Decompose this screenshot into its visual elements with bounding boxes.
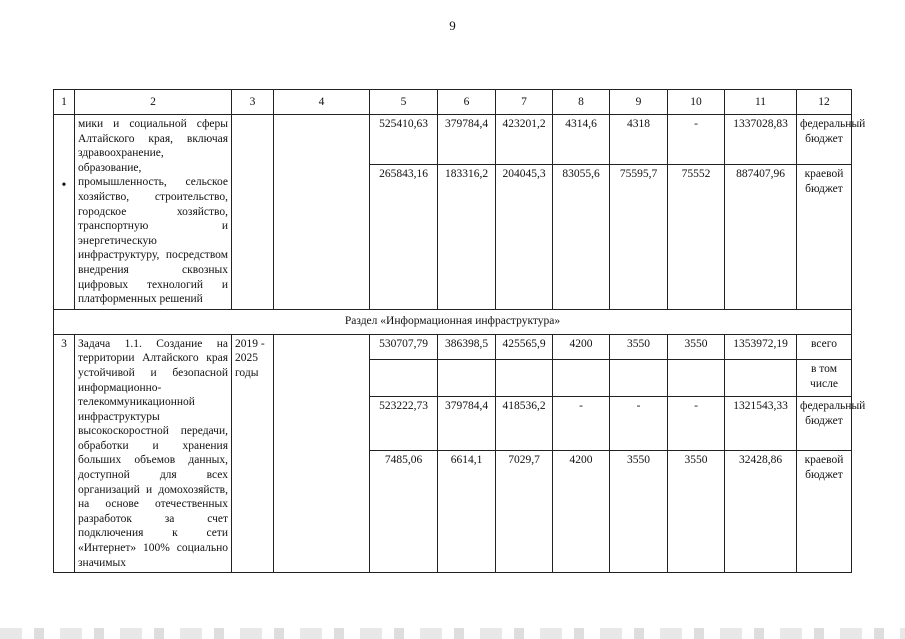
scan-artifact-strip	[0, 628, 905, 639]
header-cell: 4	[274, 90, 370, 115]
value-cell: 3550	[610, 450, 668, 572]
header-cell: 1	[54, 90, 75, 115]
value-cell: 3550	[668, 450, 725, 572]
value-cell: 265843,16	[370, 165, 438, 309]
value-cell: -	[553, 397, 610, 451]
value-cell: 887407,96	[725, 165, 797, 309]
header-row	[54, 90, 852, 115]
value-cell: 75595,7	[610, 165, 668, 309]
description-cell: Задача 1.1. Создание на территории Алтайского края устойчивой и безопасной информационно-телекоммуникационной инфраструктуры высокоскоростной передачи, обработки и хранения больших объемов данных, доступной для всех организаций и домохозяйств, на основе отечественных разработок за счет подключения к сети «Интернет» 100% социально значимых	[75, 334, 232, 573]
header-cell: 3	[232, 90, 274, 115]
value-cell	[610, 359, 668, 396]
value-cell: 386398,5	[438, 334, 496, 359]
value-cell	[438, 359, 496, 396]
header-cell: 9	[610, 90, 668, 115]
header-cell: 7	[496, 90, 553, 115]
value-cell: 4200	[553, 334, 610, 359]
table-row	[54, 334, 852, 359]
value-cell: -	[668, 397, 725, 451]
value-cell: 3550	[668, 334, 725, 359]
description-cell: мики и социальной сферы Алтайского края, включая здравоохранение, образование, промышленность, сельское хозяйство, строительство, городское хозяйство, транспортную и энергетическую инфраструктуру, посредством внедрения сквозных цифровых технологий и платформенных решений	[75, 115, 232, 310]
period-cell	[232, 115, 274, 310]
value-cell: 1353972,19	[725, 334, 797, 359]
value-cell: 379784,4	[438, 115, 496, 165]
value-cell: 7485,06	[370, 450, 438, 572]
value-cell: 1321543,33	[725, 397, 797, 451]
value-cell: 525410,63	[370, 115, 438, 165]
section-row	[54, 309, 852, 334]
header-cell: 5	[370, 90, 438, 115]
source-cell: в том числе	[797, 359, 852, 396]
header-cell: 6	[438, 90, 496, 115]
header-cell: 8	[553, 90, 610, 115]
value-cell	[668, 359, 725, 396]
header-cell: 12	[797, 90, 852, 115]
value-cell: 1337028,83	[725, 115, 797, 165]
value-cell: 7029,7	[496, 450, 553, 572]
value-cell: 425565,9	[496, 334, 553, 359]
value-cell: 83055,6	[553, 165, 610, 309]
value-cell: 379784,4	[438, 397, 496, 451]
value-cell	[370, 359, 438, 396]
scan-mark: •	[61, 178, 67, 193]
source-cell: всего	[797, 334, 852, 359]
row-number-cell	[54, 115, 75, 310]
value-cell: 32428,86	[725, 450, 797, 572]
row-number-cell: 3	[54, 334, 75, 573]
header-cell: 2	[75, 90, 232, 115]
header-cell: 10	[668, 90, 725, 115]
source-cell: федеральный бюджет	[797, 115, 852, 165]
source-cell: краевой бюджет	[797, 450, 852, 572]
value-cell	[553, 359, 610, 396]
period-cell: 2019 - 2025 годы	[232, 334, 274, 573]
notes-cell	[274, 334, 370, 573]
value-cell: 3550	[610, 334, 668, 359]
source-cell: краевой бюджет	[797, 165, 852, 309]
header-cell: 11	[725, 90, 797, 115]
table-row	[54, 115, 852, 165]
source-cell: федеральный бюджет	[797, 397, 852, 451]
value-cell: 4314,6	[553, 115, 610, 165]
value-cell: 6614,1	[438, 450, 496, 572]
section-title: Раздел «Информационная инфраструктура»	[54, 309, 852, 334]
value-cell: 523222,73	[370, 397, 438, 451]
value-cell: 530707,79	[370, 334, 438, 359]
value-cell: 418536,2	[496, 397, 553, 451]
value-cell: -	[610, 397, 668, 451]
value-cell	[725, 359, 797, 396]
value-cell: 204045,3	[496, 165, 553, 309]
value-cell: 423201,2	[496, 115, 553, 165]
value-cell: 75552	[668, 165, 725, 309]
page-number: 9	[449, 18, 456, 33]
value-cell: 4200	[553, 450, 610, 572]
budget-table	[53, 89, 866, 573]
value-cell: 4318	[610, 115, 668, 165]
value-cell: 183316,2	[438, 165, 496, 309]
value-cell: -	[668, 115, 725, 165]
notes-cell	[274, 115, 370, 310]
value-cell	[496, 359, 553, 396]
